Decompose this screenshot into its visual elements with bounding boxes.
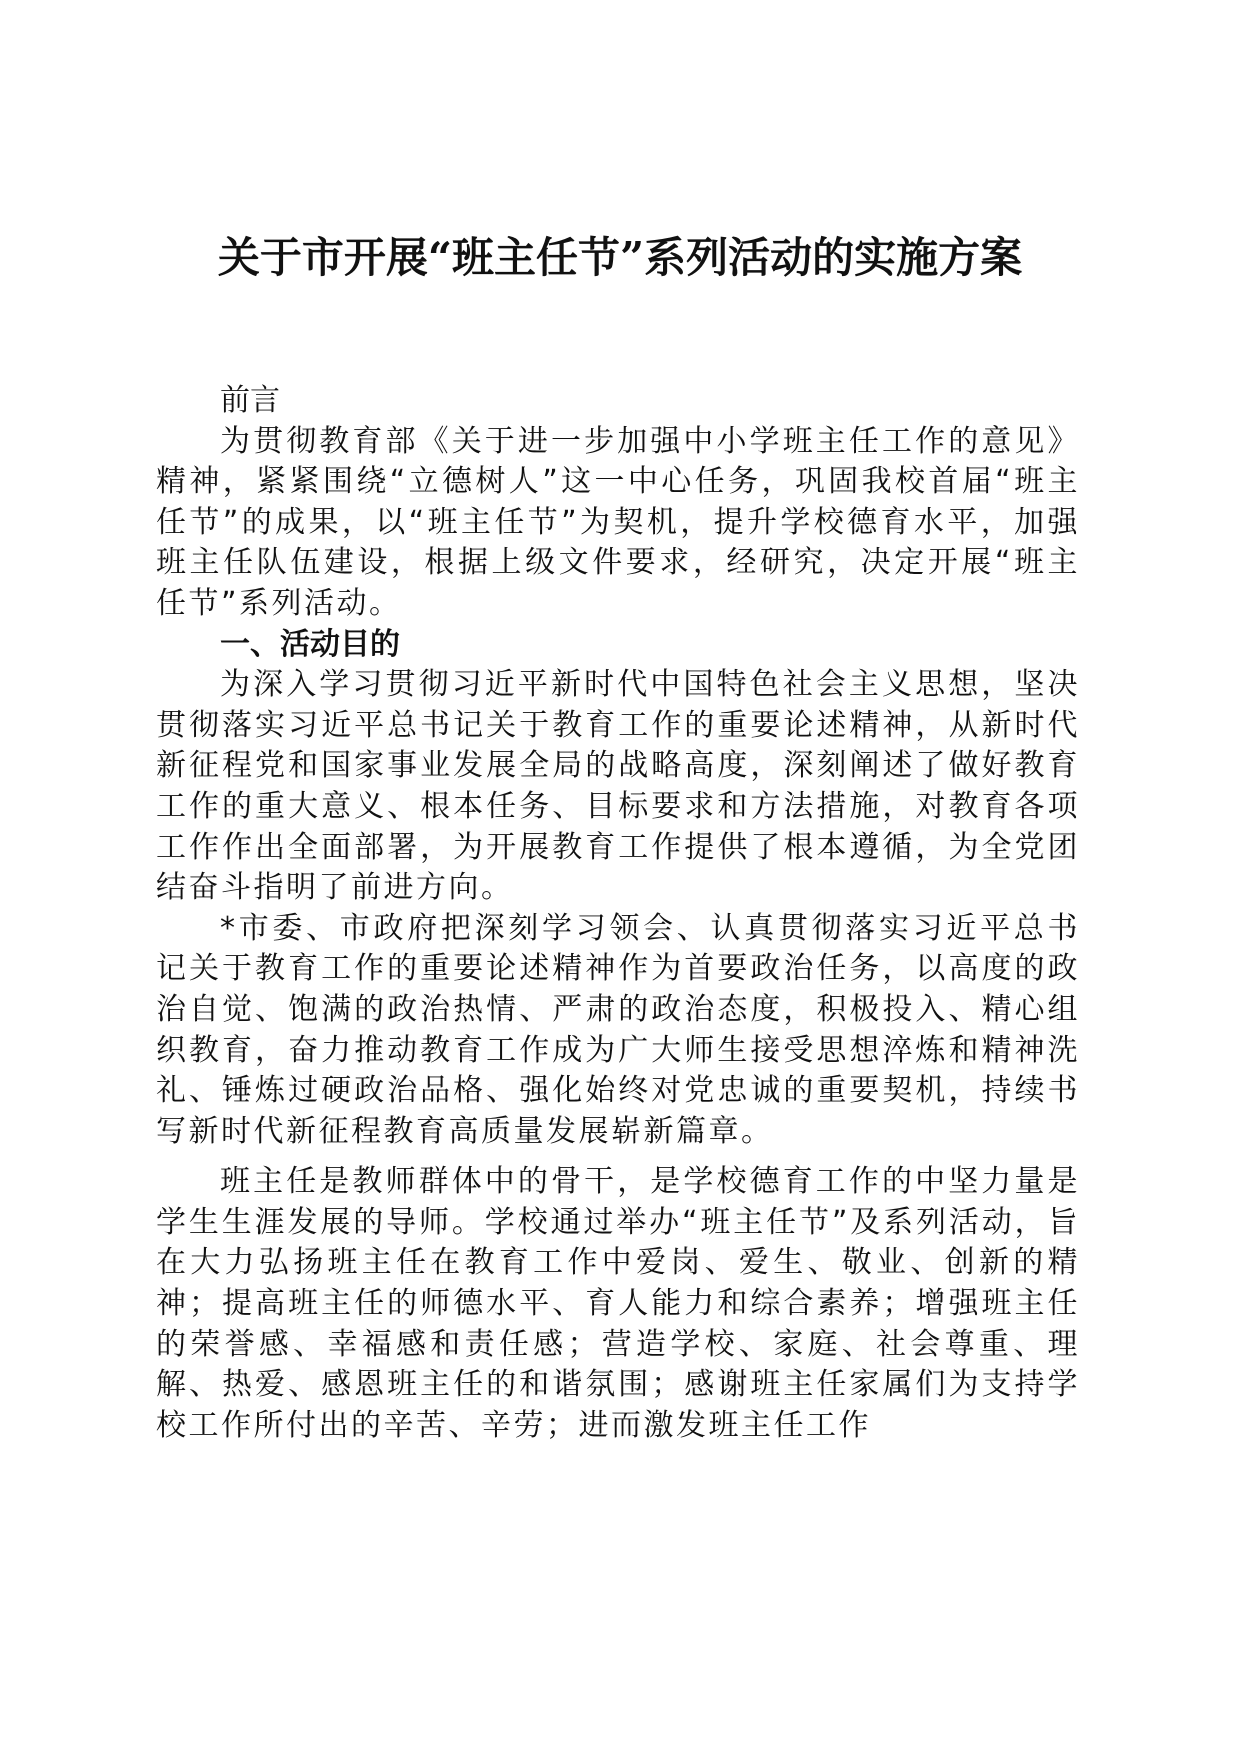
section-1-paragraph: 为深入学习贯彻习近平新时代中国特色社会主义思想，坚决贯彻落实习近平总书记关于教育工作的重要论述精神，从新时代新征程党和国家事业发展全局的战略高度，深刻阐述了做好教育工作的重大意义、根本任务、目标要求和方法措施，对教育各项工作作出全面部署，为开展教育工作提供了根本遵循，为全党团结奋斗指明了前进方向。: [156, 667, 1080, 906]
section-1-heading: 一、活动目的: [220, 626, 400, 662]
document-body: [156, 381, 1080, 1446]
paragraph-spacer: [156, 1152, 1080, 1162]
section-1-paragraph: 班主任是教师群体中的骨干，是学校德育工作的中坚力量是学生生涯发展的导师。学校通过举办“班主任节”及系列活动，旨在大力弘扬班主任在教育工作中爱岗、爱生、敬业、创新的精神；提高班主任的师德水平、育人能力和综合素养；增强班主任的荣誉感、幸福感和责任感；营造学校、家庭、社会尊重、理解、热爱、感恩班主任的和谐氛围；感谢班主任家属们为支持学校工作所付出的辛苦、辛劳；进而激发班主任工作: [156, 1164, 1080, 1443]
document-title: 关于市开展“班主任节”系列活动的实施方案: [217, 233, 1023, 282]
preface-heading: 前言: [220, 383, 280, 418]
section-1-paragraph: *市委、市政府把深刻学习领会、认真贯彻落实习近平总书记关于教育工作的重要论述精神作为首要政治任务，以高度的政治自觉、饱满的政治热情、严肃的政治态度，积极投入、精心组织教育，奋力推动教育工作成为广大师生接受思想淬炼和精神洗礼、锤炼过硬政治品格、强化始终对党忠诚的重要契机，持续书写新时代新征程教育高质量发展崭新篇章。: [156, 910, 1080, 1149]
preface-paragraph: 为贯彻教育部《关于进一步加强中小学班主任工作的意见》精神，紧紧围绕“立德树人”这一中心任务，巩固我校首届“班主任节”的成果，以“班主任节”为契机，提升学校德育水平，加强班主任队伍建设，根据上级文件要求，经研究，决定开展“班主任节”系列活动。: [156, 423, 1080, 621]
